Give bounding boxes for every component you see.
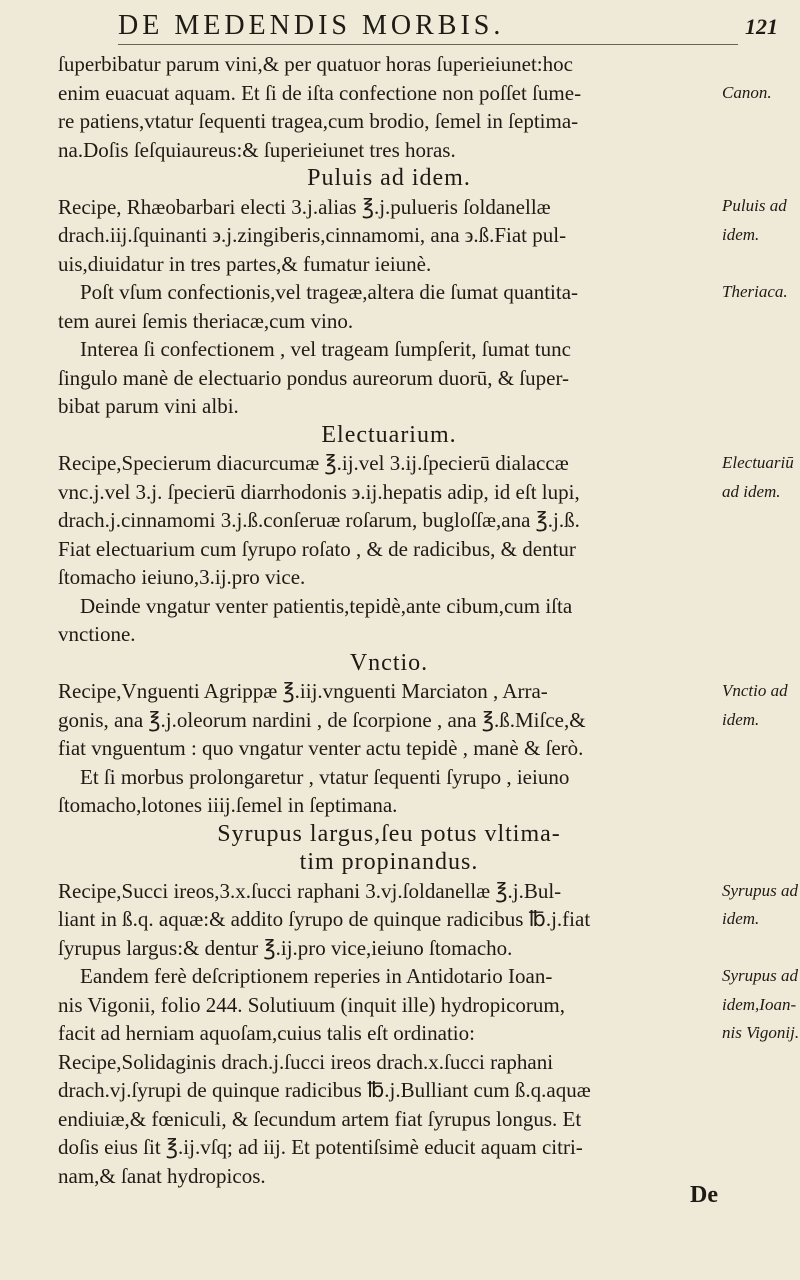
text-line: tem aurei ſemis theriacæ,cum vino. [58,308,354,333]
section-heading-vnctio: Vnctio. [349,649,429,676]
margin-note-puluis-idem: idem. [722,224,760,244]
text-line: drach.iij.ſquinanti ϶.j.zingiberis,cinnamomi, ana ϶.ß.Fiat pul- [58,223,567,247]
text-line: uis,diuidatur in tres partes,& fumatur ieiunè. [58,251,432,276]
text-line: Eandem ferè deſcriptionem reperies in Antidotario Ioan- [80,964,553,988]
running-title: DE MEDENDIS MORBIS. [118,10,505,41]
text-line: doſis eius ſit ℥.ij.vſq; ad iij. Et potentiſsimè educit aquam citri- [58,1135,583,1159]
text-line: na.Doſis ſeſquiaureus:& ſuperieiunet tres horas. [58,137,456,162]
text-line: Poſt vſum confectionis,vel trageæ,altera die ſumat quantita- [80,280,579,304]
text-line: ſtomacho,lotones iiij.ſemel in ſeptimana. [58,793,398,817]
text-line: ſyrupus largus:& dentur ℥.ij.pro vice,ieiuno ſtomacho. [58,935,513,960]
section-heading-syrupus: Syrupus largus,ſeu potus vltima- [217,820,561,847]
margin-note-electuarium: Electuariū [722,453,794,472]
margin-note-syrupus-idem: idem. [722,909,760,928]
text-line: endiuiæ,& fœniculi, & ſecundum artem fiat ſyrupus longus. Et [58,1106,582,1131]
text-line: bibat parum vini albi. [58,394,239,418]
text-line: Recipe,Vnguenti Agrippæ ℥.iij.vnguenti Marciaton , Arra- [58,679,548,703]
text-line: drach.j.cinnamomi 3.j.ß.conſeruæ roſarum, bugloſſæ,ana ℥.j.ß. [58,508,580,532]
text-line: drach.vj.ſyrupi de quinque radicibus ℔.j.Bulliant cum ß.q.aquæ [58,1078,591,1102]
text-line: vnctione. [58,622,136,646]
text-line: Recipe,Specierum diacurcumæ ℥.ij.vel 3.ij.ſpecierū dialaccæ [58,451,569,475]
text-line: vnc.j.vel 3.j. ſpecierū diarrhodonis ϶.ij.hepatis adip, id eſt lupi, [58,479,580,504]
text-line: nam,& ſanat hydropicos. [58,1163,266,1188]
text-line: nis Vigonii, folio 244. Solutiuum (inquit ille) hydropicorum, [58,992,566,1017]
section-heading-puluis: Puluis ad idem. [307,165,471,191]
text-line: Interea ſi confectionem , vel trageam ſumpſerit, ſumat tunc [80,337,571,361]
text-line: ſtomacho ieiuno,3.ij.pro vice. [58,565,306,589]
text-line: Fiat electuarium cum ſyrupo roſato , & de radicibus, & dentur [58,536,576,561]
text-line: ſuperbibatur parum vini,& per quatuor horas ſuperieiunet:hoc [58,52,573,76]
text-line: Recipe, Rhæobarbari electi 3.j.alias ℥.j.pulueris ſoldanellæ [58,194,551,219]
margin-note-vigonij: nis Vigonij. [722,1023,800,1042]
header-rule [118,44,738,45]
margin-note-syrupus: Syrupus ad [722,880,799,900]
text-line: ſingulo manè de electuario pondus aureorum duorū, & ſuper- [58,365,570,390]
margin-note-idem-ioan: idem,Ioan- [722,994,797,1014]
section-heading-electuarium: Electuarium. [321,421,457,448]
margin-note-puluis: Puluis ad [722,196,787,215]
margin-note-electuarium-idem: ad idem. [722,481,781,501]
margin-note-vnctio-idem: idem. [722,709,760,729]
text-line: gonis, ana ℥.j.oleorum nardini , de ſcorpione , ana ℥.ß.Miſce,& [58,707,586,732]
page-number: 121 [745,14,778,39]
catchword: De [690,1182,718,1208]
text-line: facit ad herniam aquoſam,cuius talis eſt ordinatio: [58,1021,475,1045]
margin-note-canon: Canon. [722,82,772,102]
text-line: Et ſi morbus prolongaretur , vtatur ſequenti ſyrupo , ieiuno [80,764,570,789]
main-text [58,50,720,1190]
text-line: Deinde vngatur venter patientis,tepidè,ante cibum,cum iſta [80,593,573,618]
margin-note-syrupus-vigonii: Syrupus ad [722,966,799,985]
margin-note-theriaca: Theriaca. [722,282,788,301]
text-line: fiat vnguentum : quo vngatur venter actu tepidè , manè & ſerò. [58,736,584,760]
text-line: enim euacuat aquam. Et ſi de iſta confectione non poſſet ſume- [58,80,582,105]
margin-note-vnctio: Vnctio ad [722,681,788,700]
section-heading-syrupus-cont: tim propinandus. [299,849,479,875]
text-line: Recipe,Succi ireos,3.x.ſucci raphani 3.vj.ſoldanellæ ℥.j.Bul- [58,878,562,903]
text-line: re patiens,vtatur ſequenti tragea,cum brodio, ſemel in ſeptima- [58,109,579,133]
page-header [118,10,778,46]
text-line: Recipe,Solidaginis drach.j.ſucci ireos drach.x.ſucci raphani [58,1049,554,1074]
text-line: liant in ß.q. aquæ:& addito ſyrupo de quinque radicibus ℔.j.fiat [58,907,591,931]
